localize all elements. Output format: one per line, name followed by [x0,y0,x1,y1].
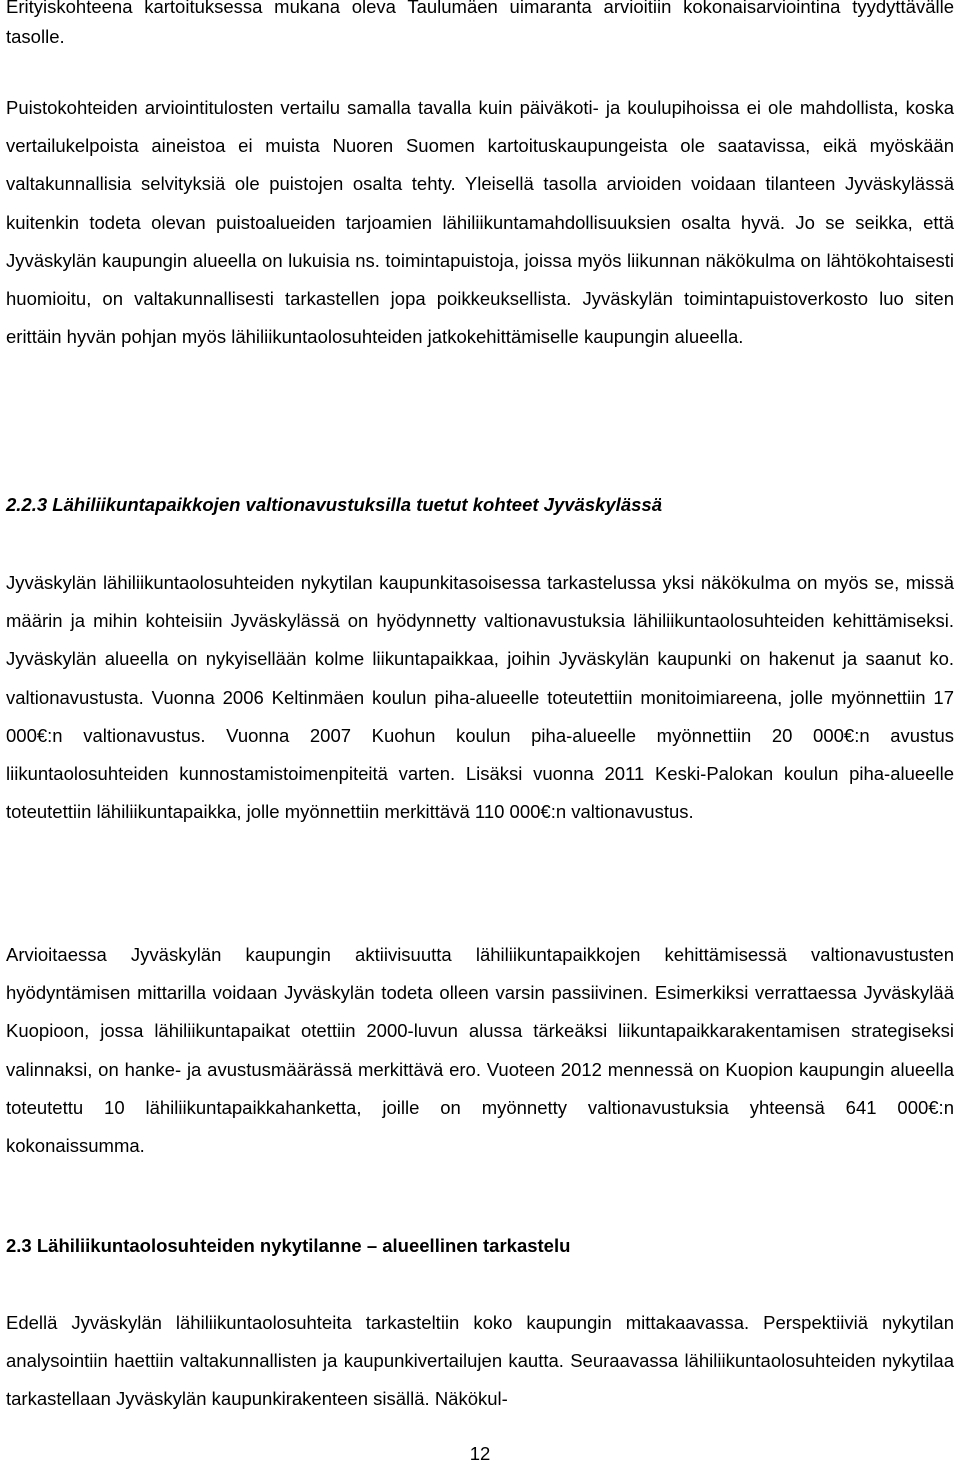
assessment-paragraph: Arvioitaessa Jyväskylän kaupungin aktiivisuutta lähiliikuntapaikkojen kehittämisessä valtionavustusten hyödyntämisen mittarilla voidaan Jyväskylän todeta olleen varsin passiivinen. Esimerkiksi verrattaessa Jyväskylää Kuopioon, jossa lähiliikuntapaikat otettiin 2000-luvun alussa tärkeäksi liikuntapaikkarakentamisen strategiseksi valinnaksi, on hanke- ja avustusmäärässä merkittävä ero. Vuoteen 2012 mennessä on Kuopion kaupungin alueella toteutettu 10 lähiliikuntapaikkahanketta, joille on myönnetty valtionavustuksia yhteensä 641 000€:n kokonaissumma. [6,944,954,1157]
intro-paragraph: Erityiskohteena kartoituksessa mukana oleva Taulumäen uimaranta arvioitiin kokonaisarviointina tyydyttävälle tasolle. [6,0,954,47]
regional-paragraph: Edellä Jyväskylän lähiliikuntaolosuhteita tarkasteltiin koko kaupungin mittakaavassa. Perspektiiviä nykytilan analysointiin haettiin valtakunnallisten ja kaupunkivertailujen kautta. Seuraavassa lähiliikuntaolosuhteiden nykytilaa tarkastellaan Jyväskylän kaupunkirakenteen sisällä. Näkökul- [6,1312,954,1410]
section-heading-2-2-3: 2.2.3 Lähiliikuntapaikkojen valtionavustuksilla tuetut kohteet Jyväskylässä [6,494,662,515]
subsidies-paragraph: Jyväskylän lähiliikuntaolosuhteiden nykytilan kaupunkitasoisessa tarkastelussa yksi näkökulma on myös se, missä määrin ja mihin kohteisiin Jyväskylässä on hyödynnetty valtionavustuksia lähiliikuntaolosuhteiden kehittämiseksi. Jyväskylän alueella on nykyisellään kolme liikuntapaikkaa, joihin Jyväskylän kaupunki on hakenut ja saanut ko. valtionavustusta. Vuonna 2006 Keltinmäen koulun piha-alueelle toteutettiin monitoimiareena, jolle myönnettiin 17 000€:n valtionavustus. Vuonna 2007 Kuohun koulun piha-alueelle myönnettiin 20 000€:n avustus liikuntaolosuhteiden kunnostamistoimenpiteitä varten. Lisäksi vuonna 2011 Keski-Palokan koulun piha-alueelle toteutettiin lähiliikuntapaikka, jolle myönnettiin merkittävä 110 000€:n valtionavustus. [6,572,954,823]
section-heading-2-3: 2.3 Lähiliikuntaolosuhteiden nykytilanne – alueellinen tarkastelu [6,1235,571,1256]
page-number: 12 [469,1443,491,1464]
parks-paragraph: Puistokohteiden arviointitulosten vertailu samalla tavalla kuin päiväkoti- ja koulupihoissa ei ole mahdollista, koska vertailukelpoista aineistoa ei muista Nuoren Suomen kartoituskaupungeista ole saatavissa, eikä myöskään valtakunnallisia selvityksiä ole puistojen osalta tehty. Yleisellä tasolla arvioiden voidaan tilanteen Jyväskylässä kuitenkin todeta olevan puistoalueiden tarjoamien lähiliikuntamahdollisuuksien osalta hyvä. Jo se seikka, että Jyväskylän kaupungin alueella on lukuisia ns. toimintapuistoja, joissa myös liikunnan näkökulma on lähtökohtaisesti huomioitu, on valtakunnallisesti tarkastellen jopa poikkeuksellista. Jyväskylän toimintapuistoverkosto luo siten erittäin hyvän pohjan myös lähiliikuntaolosuhteiden jatkokehittämiselle kaupungin alueella. [6,97,954,348]
